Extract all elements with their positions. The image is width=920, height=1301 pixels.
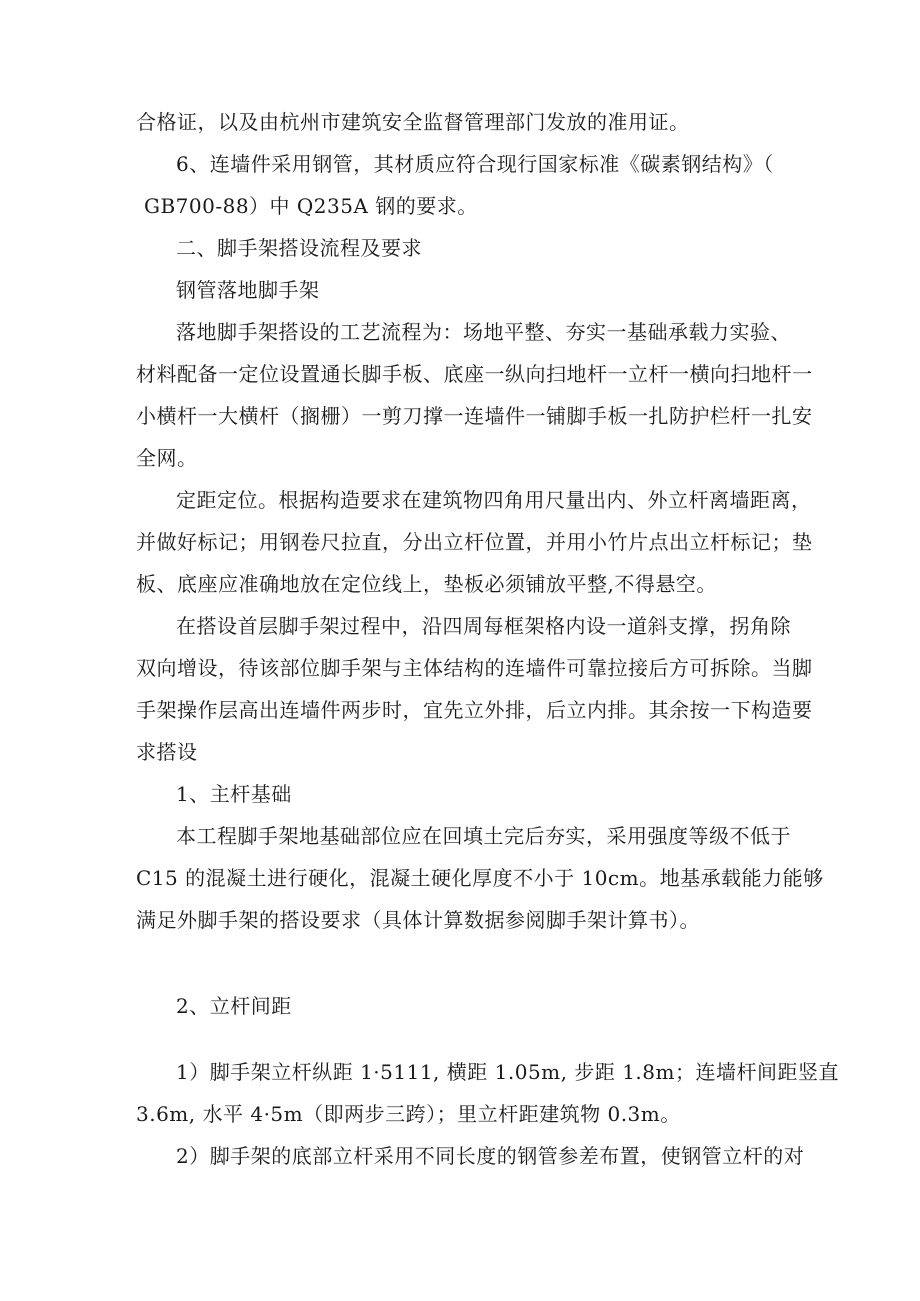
paragraph-line: 落地脚手架搭设的工艺流程为：场地平整、夯实一基础承载力实验、: [176, 320, 791, 344]
paragraph-line: 定距定位。根据构造要求在建筑物四角用尺量出内、外立杆离墙距离，: [176, 488, 812, 512]
paragraph-line: 全网。: [136, 446, 198, 470]
subsection-heading: 1、主杆基础: [176, 782, 292, 806]
paragraph-line: 双向增设，待该部位脚手架与主体结构的连墙件可靠拉接后方可拆除。当脚: [136, 656, 813, 680]
paragraph-line: 在搭设首层脚手架过程中，沿四周每框架格内设一道斜支撑，拐角除: [176, 614, 791, 638]
paragraph-line: 6、连墙件采用钢管，其材质应符合现行国家标准《碳素钢结构》（: [176, 152, 774, 176]
paragraph-line: 并做好标记；用钢卷尺拉直，分出立杆位置，并用小竹片点出立杆标记；垫: [136, 530, 813, 554]
paragraph-line: C15 的混凝土进行硬化，混凝土硬化厚度不小于 10cm。地基承载能力能够: [136, 866, 824, 890]
section-heading: 二、脚手架搭设流程及要求: [176, 236, 422, 260]
paragraph-line: 小横杆一大横杆（搁栅）一剪刀撑一连墙件一铺脚手板一扎防护栏杆一扎安: [136, 404, 813, 428]
paragraph-line: 1）脚手架立杆纵距 1·5111, 横距 1.05m, 步距 1.8m；连墙杆间距竖直: [176, 1060, 839, 1084]
paragraph-line: 手架操作层高出连墙件两步时，宜先立外排，后立内排。其余按一下构造要: [136, 698, 813, 722]
paragraph-line: 3.6m, 水平 4·5m（即两步三跨）；里立杆距建筑物 0.3m。: [136, 1102, 681, 1126]
paragraph-line: 材料配备一定位设置通长脚手板、底座一纵向扫地杆一立杆一横向扫地杆一: [136, 362, 813, 386]
paragraph-line: 2）脚手架的底部立杆采用不同长度的钢管参差布置，使钢管立杆的对: [176, 1144, 805, 1168]
paragraph-line: 本工程脚手架地基础部位应在回填土完后夯实，采用强度等级不低于: [176, 824, 791, 848]
paragraph-line: 板、底座应准确地放在定位线上，垫板必须铺放平整,不得悬空。: [136, 572, 717, 596]
subsection-heading: 钢管落地脚手架: [176, 278, 320, 302]
paragraph-line: GB700-88）中 Q235A 钢的要求。: [144, 194, 478, 218]
paragraph-line: 求搭设: [136, 740, 198, 764]
paragraph-line: 合格证，以及由杭州市建筑安全监督管理部门发放的准用证。: [136, 110, 690, 134]
paragraph-line: 满足外脚手架的搭设要求（具体计算数据参阅脚手架计算书）。: [136, 908, 700, 932]
subsection-heading: 2、立杆间距: [176, 994, 292, 1018]
